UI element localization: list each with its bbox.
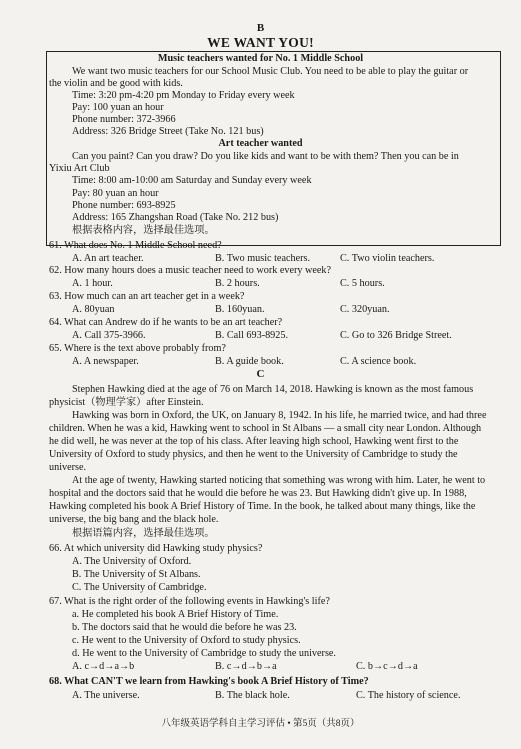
q67-option-a: A. c→d→a→b [72,661,135,672]
passage-p2-line-4: University of Oxford to study physics, and then he went to the University of Cambridge to study the [49,449,458,460]
q61-stem: 61. What does No. 1 Middle School need? [49,240,222,251]
q65-option-b: B. A guide book. [215,356,284,367]
art-heading: Art teacher wanted [218,138,303,149]
section-b-letter: B [256,22,265,34]
q67-option-c: C. b→c→d→a [356,661,418,672]
passage-p3-line-2: hospital and the doctors said that he would die before he was 23. But Hawking didn't give up. In 1988, [49,488,467,499]
q66-stem: 66. At which university did Hawking study physics? [49,543,263,554]
q63-option-c: C. 320yuan. [340,304,390,315]
q65-option-a: A. A newspaper. [72,356,139,367]
q67-event-a: a. He completed his book A Brief History of Time. [72,609,279,620]
q66-option-c: C. The University of Cambridge. [72,582,207,593]
q63-option-a: A. 80yuan [72,304,115,315]
q67-stem: 67. What is the right order of the following events in Hawking's life? [49,596,330,607]
page-footer: 八年级英语学科自主学习评估 • 第5页（共8页） [161,719,360,729]
q65-option-c: C. A science book. [340,356,417,367]
q62-stem: 62. How many hours does a music teacher need to work every week? [49,265,332,276]
q67-event-b: b. The doctors said that he would die before he was 23. [72,622,297,633]
q62-option-b: B. 2 hours. [215,278,260,289]
q68-option-c: C. The history of science. [356,690,461,701]
passage-p1-line-2: physicist（物理学家）after Einstein. [49,397,204,408]
music-heading: Music teachers wanted for No. 1 Middle School [157,53,364,64]
passage-p3-line-4: universe, the big bang and the black hole. [49,514,219,525]
music-time: Time: 3:20 pm-4:20 pm Monday to Friday every week [72,90,295,101]
music-phone: Phone number: 372-3966 [72,114,176,125]
q67-event-d: d. He went to the University of Cambridge to study the universe. [72,648,336,659]
section-c-instruction: 根据语篇内容，选择最佳选项。 [72,528,215,539]
passage-p2-line-3: he did well, he was never at the top of his class. After leaving high school, Hawking went first to the [49,436,459,447]
music-pay: Pay: 100 yuan an hour [72,102,164,113]
passage-p2-line-2: children. When he was a kid, Hawking went to school in St Albans — a small city near London. Although [49,423,482,434]
section-c-letter: C [256,368,265,380]
q63-stem: 63. How much can an art teacher get in a week? [49,291,245,302]
passage-p2-line-1: Hawking was born in Oxford, the UK, on January 8, 1942. In his life, he married twice, and had three [72,410,487,421]
q64-stem: 64. What can Andrew do if he wants to be an art teacher? [49,317,283,328]
q68-option-a: A. The universe. [72,690,140,701]
q67-event-c: c. He went to the University of Oxford to study physics. [72,635,301,646]
q66-option-a: A. The University of Oxford. [72,556,192,567]
q65-stem: 65. Where is the text above probably from? [49,343,226,354]
art-intro-1: Can you paint? Can you draw? Do you like kids and want to be with them? Then you can be in [72,151,459,162]
ad-title: WE WANT YOU! [207,35,314,50]
passage-p2-line-5: universe. [49,462,87,473]
music-intro-1: We want two music teachers for our School Music Club. You need to be able to play the guitar or [72,66,469,77]
art-intro-2: Yixiu Art Club [49,163,110,174]
q62-option-c: C. 5 hours. [340,278,385,289]
q68-stem: 68. What CAN'T we learn from Hawking's book A Brief History of Time? [49,676,369,687]
q61-option-a: A. An art teacher. [72,253,144,264]
q67-option-b: B. c→d→b→a [215,661,277,672]
passage-p3-line-1: At the age of twenty, Hawking started noticing that something was wrong with him. Later, he went to [72,475,486,486]
music-address: Address: 326 Bridge Street (Take No. 121 bus) [72,126,264,137]
q61-option-c: C. Two violin teachers. [340,253,435,264]
art-time: Time: 8:00 am-10:00 am Saturday and Sunday every week [72,175,312,186]
passage-p1-line-1: Stephen Hawking died at the age of 76 on March 14, 2018. Hawking is known as the most famous [72,384,474,395]
art-pay: Pay: 80 yuan an hour [72,188,159,199]
q66-option-b: B. The University of St Albans. [72,569,201,580]
passage-p3-line-3: Hawking completed his book A Brief History of Time. In the book, he talked about many things, like the [49,501,476,512]
art-phone: Phone number: 693-8925 [72,200,176,211]
q62-option-a: A. 1 hour. [72,278,113,289]
q64-option-b: B. Call 693-8925. [215,330,289,341]
art-address: Address: 165 Zhangshan Road (Take No. 212 bus) [72,212,279,223]
section-b-instruction: 根据表格内容，选择最佳选项。 [72,225,215,236]
q61-option-b: B. Two music teachers. [215,253,311,264]
music-intro-2: the violin and be good with kids. [49,78,183,89]
q64-option-a: A. Call 375-3966. [72,330,146,341]
q63-option-b: B. 160yuan. [215,304,265,315]
q64-option-c: C. Go to 326 Bridge Street. [340,330,452,341]
q68-option-b: B. The black hole. [215,690,290,701]
